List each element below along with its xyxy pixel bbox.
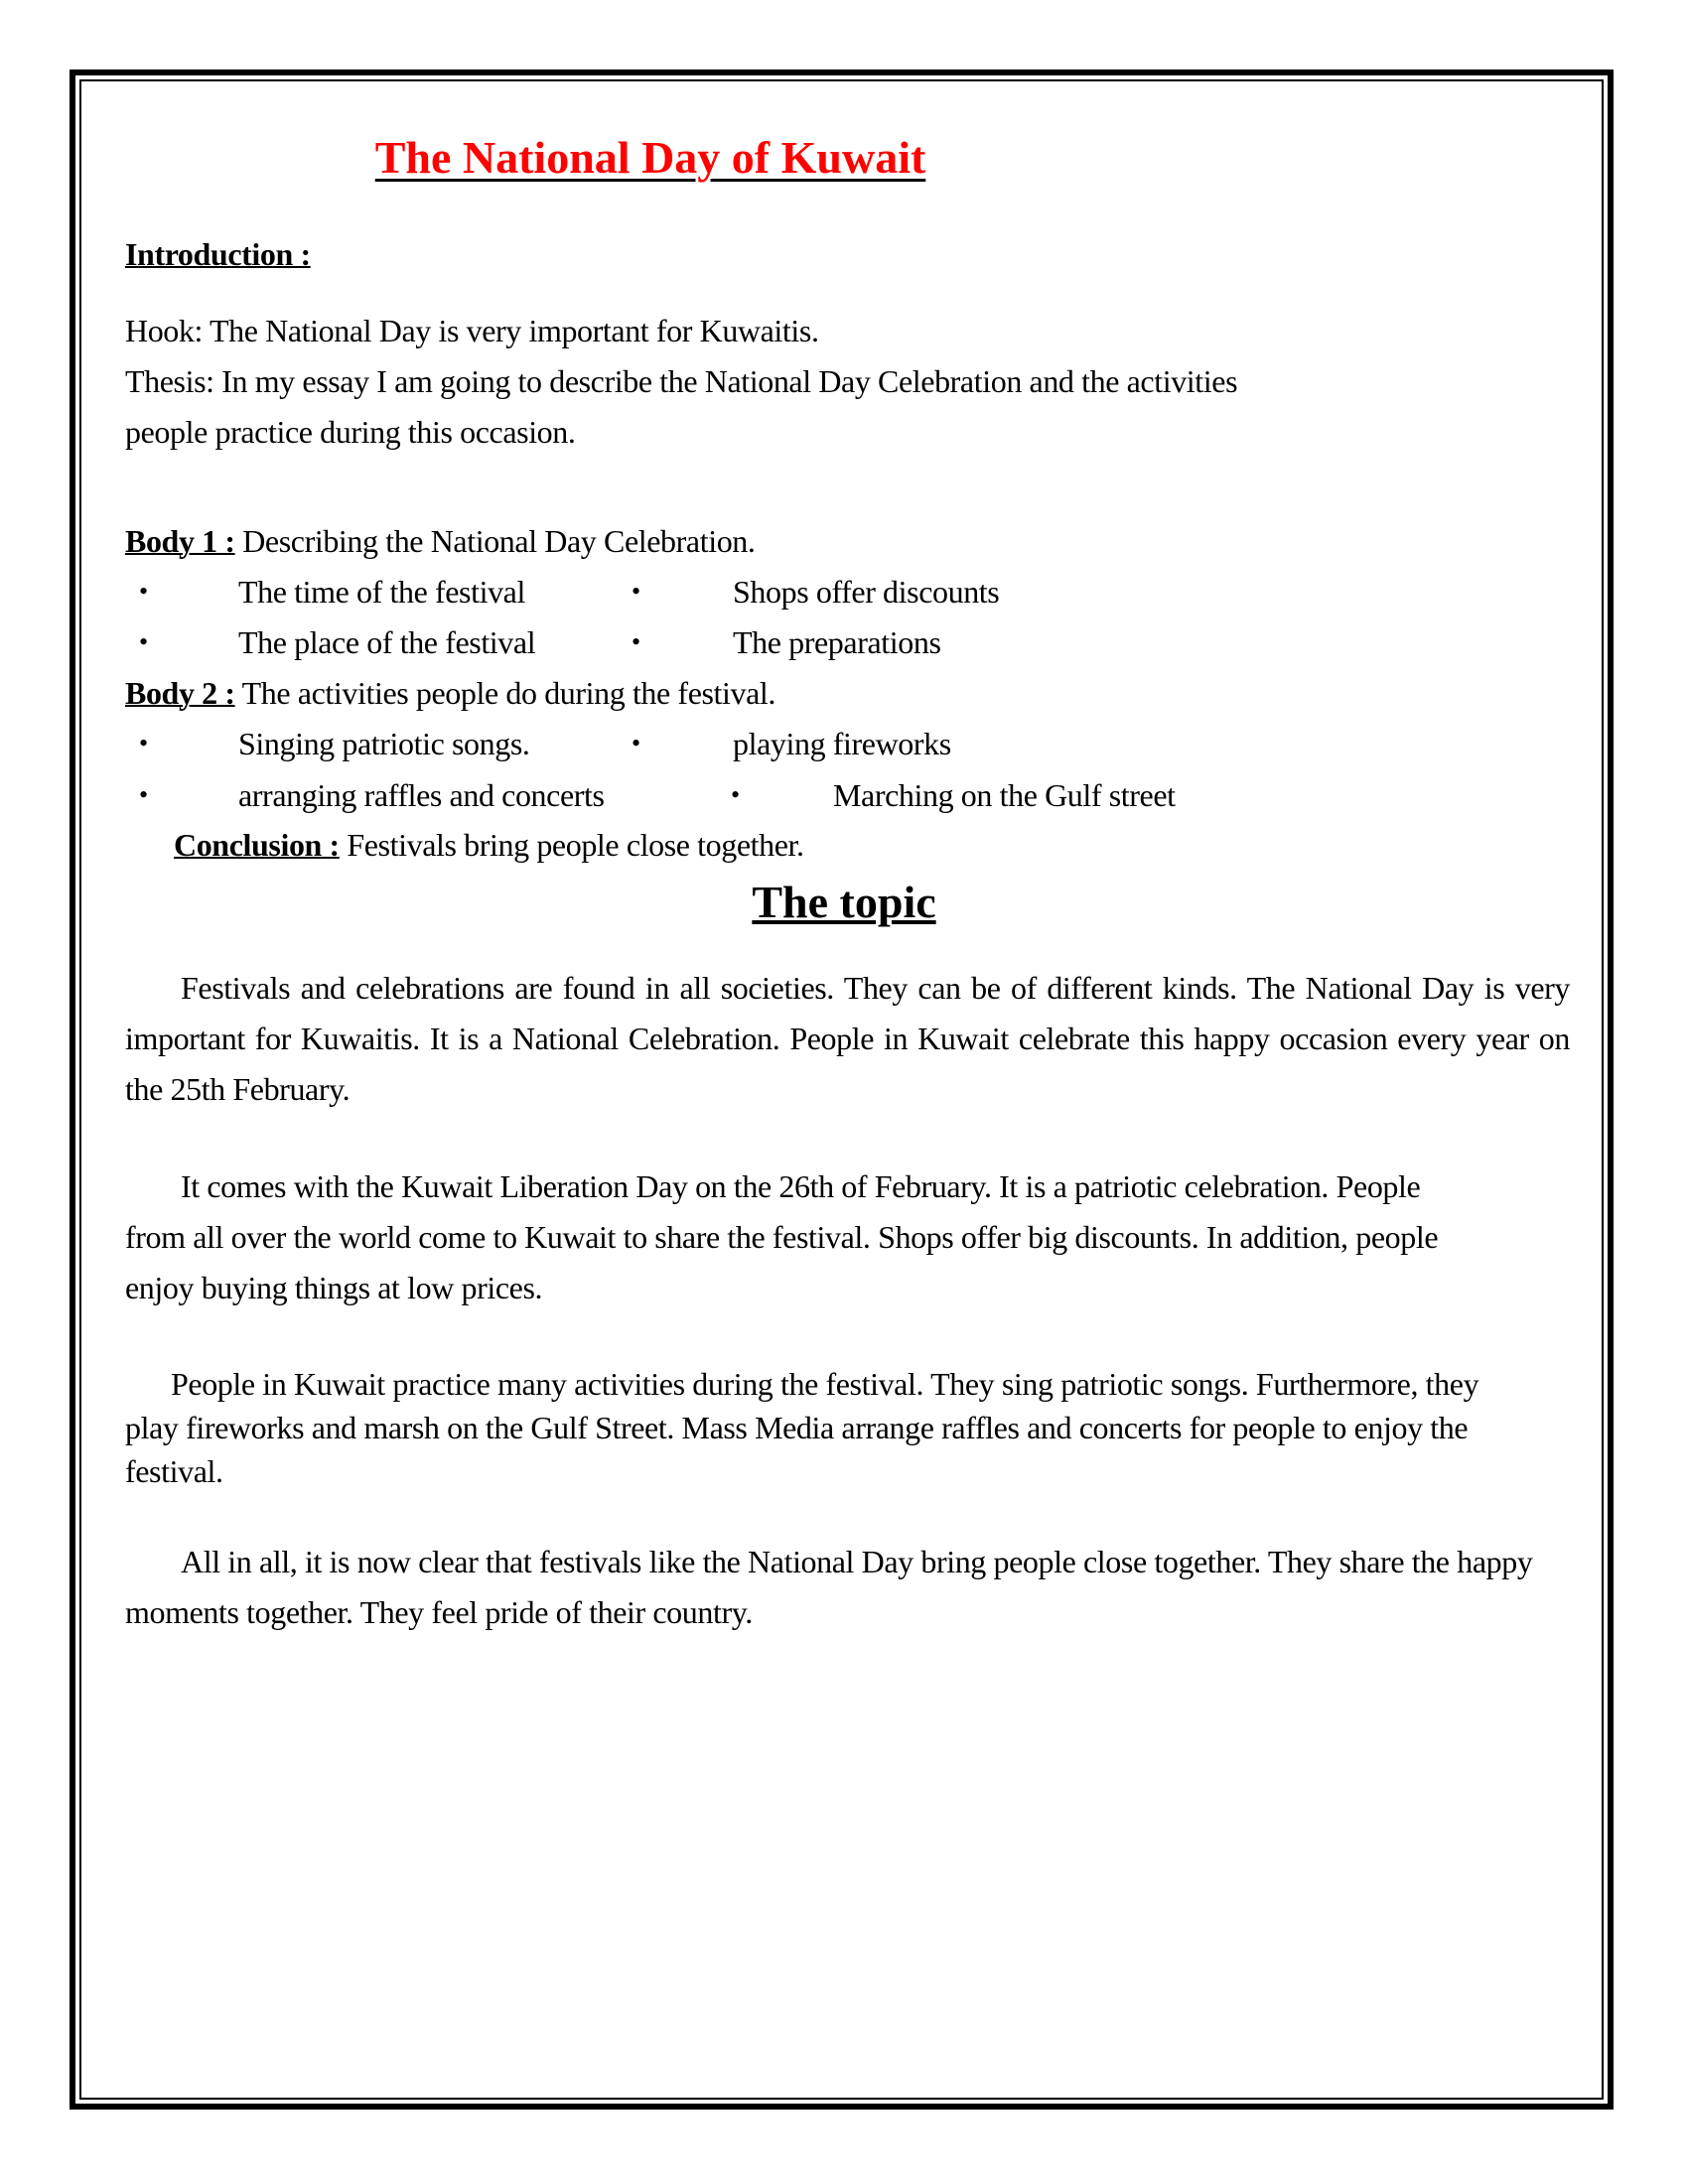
body1-bullet-item: Shops offer discounts [733, 574, 1000, 610]
topic-paragraph-2: It comes with the Kuwait Liberation Day on the 26th of February. It is a patriotic celebration. People from all over the world come to Kuwait to share the festival. Shops offer big discounts. In addition, people enjoy buying things at low prices. [125, 1168, 1439, 1305]
body2-bullet-item: playing fireworks [733, 726, 951, 761]
hook-line: Hook: The National Day is very important for Kuwaitis. [125, 313, 819, 348]
body2-bullet-item: arranging raffles and concerts [238, 777, 605, 813]
conclusion-text: Festivals bring people close together. [339, 827, 804, 863]
topic-paragraph-1: Festivals and celebrations are found in all societies. They can be of different kinds. The National Day is very important for Kuwaitis. It is a National Celebration. People in Kuwait celebrate this happy occasion every year on the 25th February. [125, 970, 1570, 1107]
body1-text: Describing the National Day Celebration. [234, 523, 756, 559]
topic-heading: The topic [752, 877, 936, 927]
body2-text: The activities people do during the festival. [234, 675, 776, 711]
body1-bullet-item: The place of the festival [238, 624, 536, 660]
bullet-icon: • [632, 577, 641, 606]
topic-paragraph-4: All in all, it is now clear that festivals like the National Day bring people close together. They share the happy moments together. They feel pride of their country. [125, 1544, 1533, 1630]
conclusion-heading: Conclusion : [174, 827, 340, 863]
introduction-heading: Introduction : [125, 236, 311, 272]
bullet-icon: • [139, 729, 149, 757]
thesis-line-1: Thesis: In my essay I am going to describe the National Day Celebration and the activities [125, 363, 1238, 399]
bullet-icon: • [139, 627, 149, 656]
bullet-icon: • [632, 729, 641, 757]
body1-bullet-item: The time of the festival [238, 574, 525, 610]
conclusion-line [174, 825, 804, 865]
bullet-icon: • [632, 627, 641, 656]
bullet-icon: • [139, 577, 149, 606]
topic-paragraph-3: People in Kuwait practice many activities during the festival. They sing patriotic songs. Furthermore, they play fireworks and marsh on the Gulf Street. Mass Media arrange raffles and concerts for people to enjoy the festival. [125, 1366, 1479, 1489]
body2-bullet-item: Singing patriotic songs. [238, 726, 530, 761]
bullet-icon: • [139, 780, 149, 809]
bullet-icon: • [731, 780, 741, 809]
body1-line [125, 521, 756, 561]
body1-bullet-item: The preparations [733, 624, 941, 660]
body2-line [125, 673, 775, 713]
body1-heading: Body 1 : [125, 523, 235, 559]
document-title: The National Day of Kuwait [374, 132, 926, 183]
body2-heading: Body 2 : [125, 675, 235, 711]
body2-bullet-item: Marching on the Gulf street [833, 777, 1176, 813]
thesis-line-2: people practice during this occasion. [125, 414, 576, 450]
